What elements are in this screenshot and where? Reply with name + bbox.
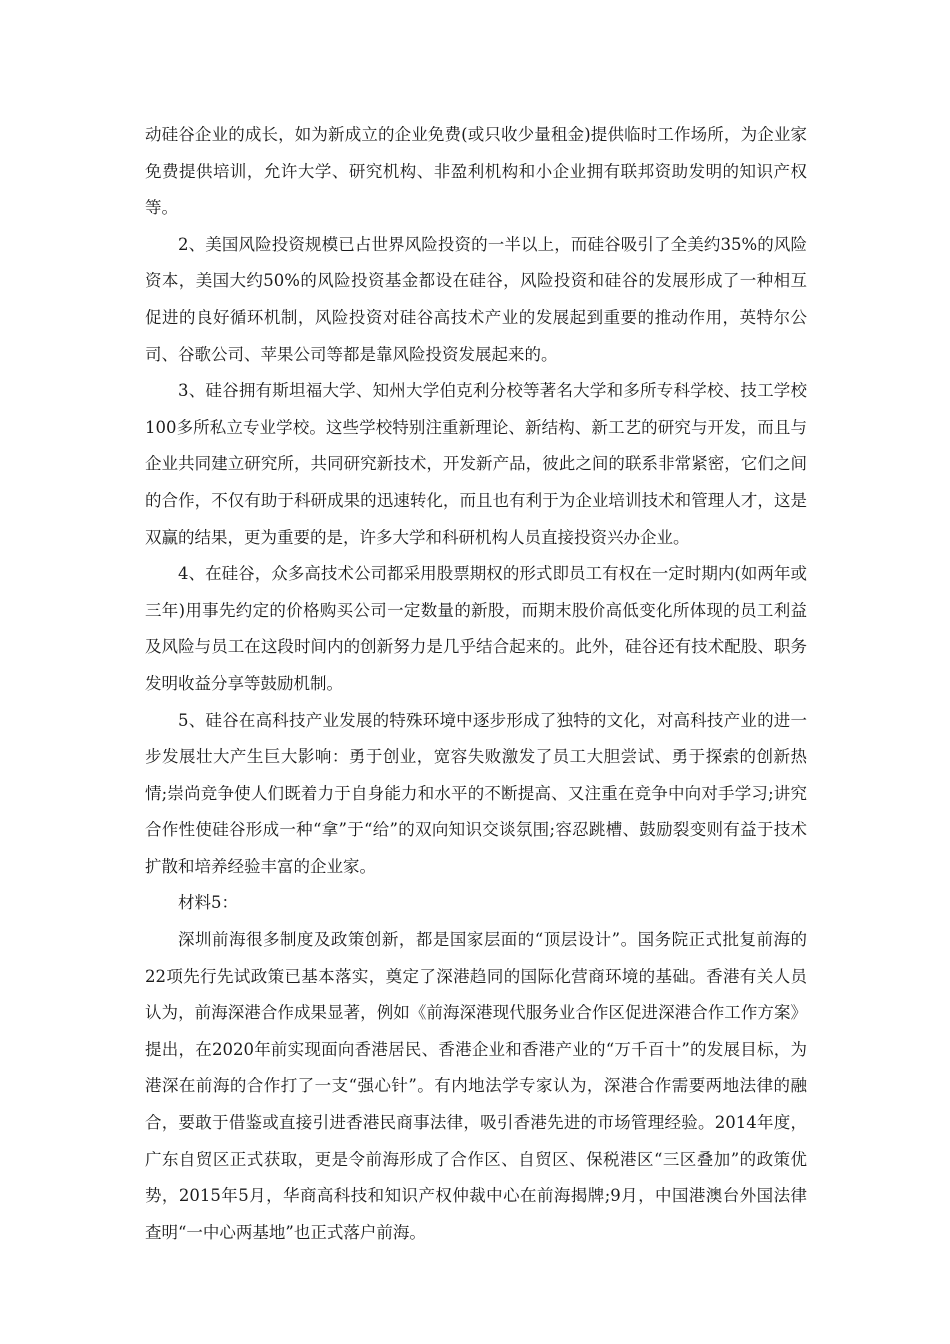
paragraph-item-2: 2、美国风险投资规模已占世界风险投资的一半以上，而硅谷吸引了全美约35%的风险资本，美国大约50%的风险投资基金都设在硅谷，风险投资和硅谷的发展形成了一种相互促进的良好循环机制，风险投资对硅谷高技术产业的发展起到重要的推动作用，英特尔公司、谷歌公司、苹果公司等都是靠风险投资发展起来的。 — [145, 234, 807, 364]
paragraph-item-5: 5、硅谷在高科技产业发展的特殊环境中逐步形成了独特的文化，对高科技产业的进一步发展壮大产生巨大影响：勇于创业，宽容失败激发了员工大胆尝试、勇于探索的创新热情;崇尚竞争使人们既着力于自身能力和水平的不断提高、又注重在竞争中向对手学习;讲究合作性使硅谷形成一种“拿”于“给”的双向知识交谈氛围;容忍跳槽、鼓励裂变则有益于技术扩散和培养经验丰富的企业家。 — [145, 710, 807, 876]
paragraph-continuation: 动硅谷企业的成长，如为新成立的企业免费(或只收少量租金)提供临时工作场所，为企业家免费提供培训，允许大学、研究机构、非盈利机构和小企业拥有联邦资助发明的知识产权等。 — [145, 125, 807, 218]
paragraph-item-4: 4、在硅谷，众多高技术公司都采用股票期权的形式即员工有权在一定时期内(如两年或三年)用事先约定的价格购买公司一定数量的新股，而期末股价高低变化所体现的员工利益及风险与员工在这段时间内的创新努力是几乎结合起来的。此外，硅谷还有技术配股、职务发明收益分享等鼓励机制。 — [145, 564, 807, 693]
document-page — [145, 117, 807, 1251]
material-heading: 材料5： — [178, 893, 238, 913]
paragraph-material-5: 深圳前海很多制度及政策创新，都是国家层面的“顶层设计”。国务院正式批复前海的22项先行先试政策已基本落实，奠定了深港趋同的国际化营商环境的基础。香港有关人员认为，前海深港合作成果显著，例如《前海深港现代服务业合作区促进深港合作工作方案》提出，在2020年前实现面向香港居民、香港企业和香港产业的“万千百十”的发展目标，为港深在前海的合作打了一支“强心针”。有内地法学专家认为，深港合作需要两地法律的融合，要敢于借鉴或直接引进香港民商事法律，吸引香港先进的市场管理经验。2014年度，广东自贸区正式获取，更是令前海形成了合作区、自贸区、保税港区“三区叠加”的政策优势，2015年5月，华商高科技和知识产权仲裁中心在前海揭牌;9月，中国港澳台外国法律查明“一中心两基地”也正式落户前海。 — [145, 930, 807, 1242]
paragraph-item-3: 3、硅谷拥有斯坦福大学、知州大学伯克利分校等著名大学和多所专科学校、技工学校100多所私立专业学校。这些学校特别注重新理论、新结构、新工艺的研究与开发，而且与企业共同建立研究所，共同研究新技术，开发新产品，彼此之间的联系非常紧密，它们之间的合作，不仅有助于科研成果的迅速转化，而且也有利于为企业培训技术和管理人才，这是双赢的结果，更为重要的是，许多大学和科研机构人员直接投资兴办企业。 — [145, 381, 807, 547]
